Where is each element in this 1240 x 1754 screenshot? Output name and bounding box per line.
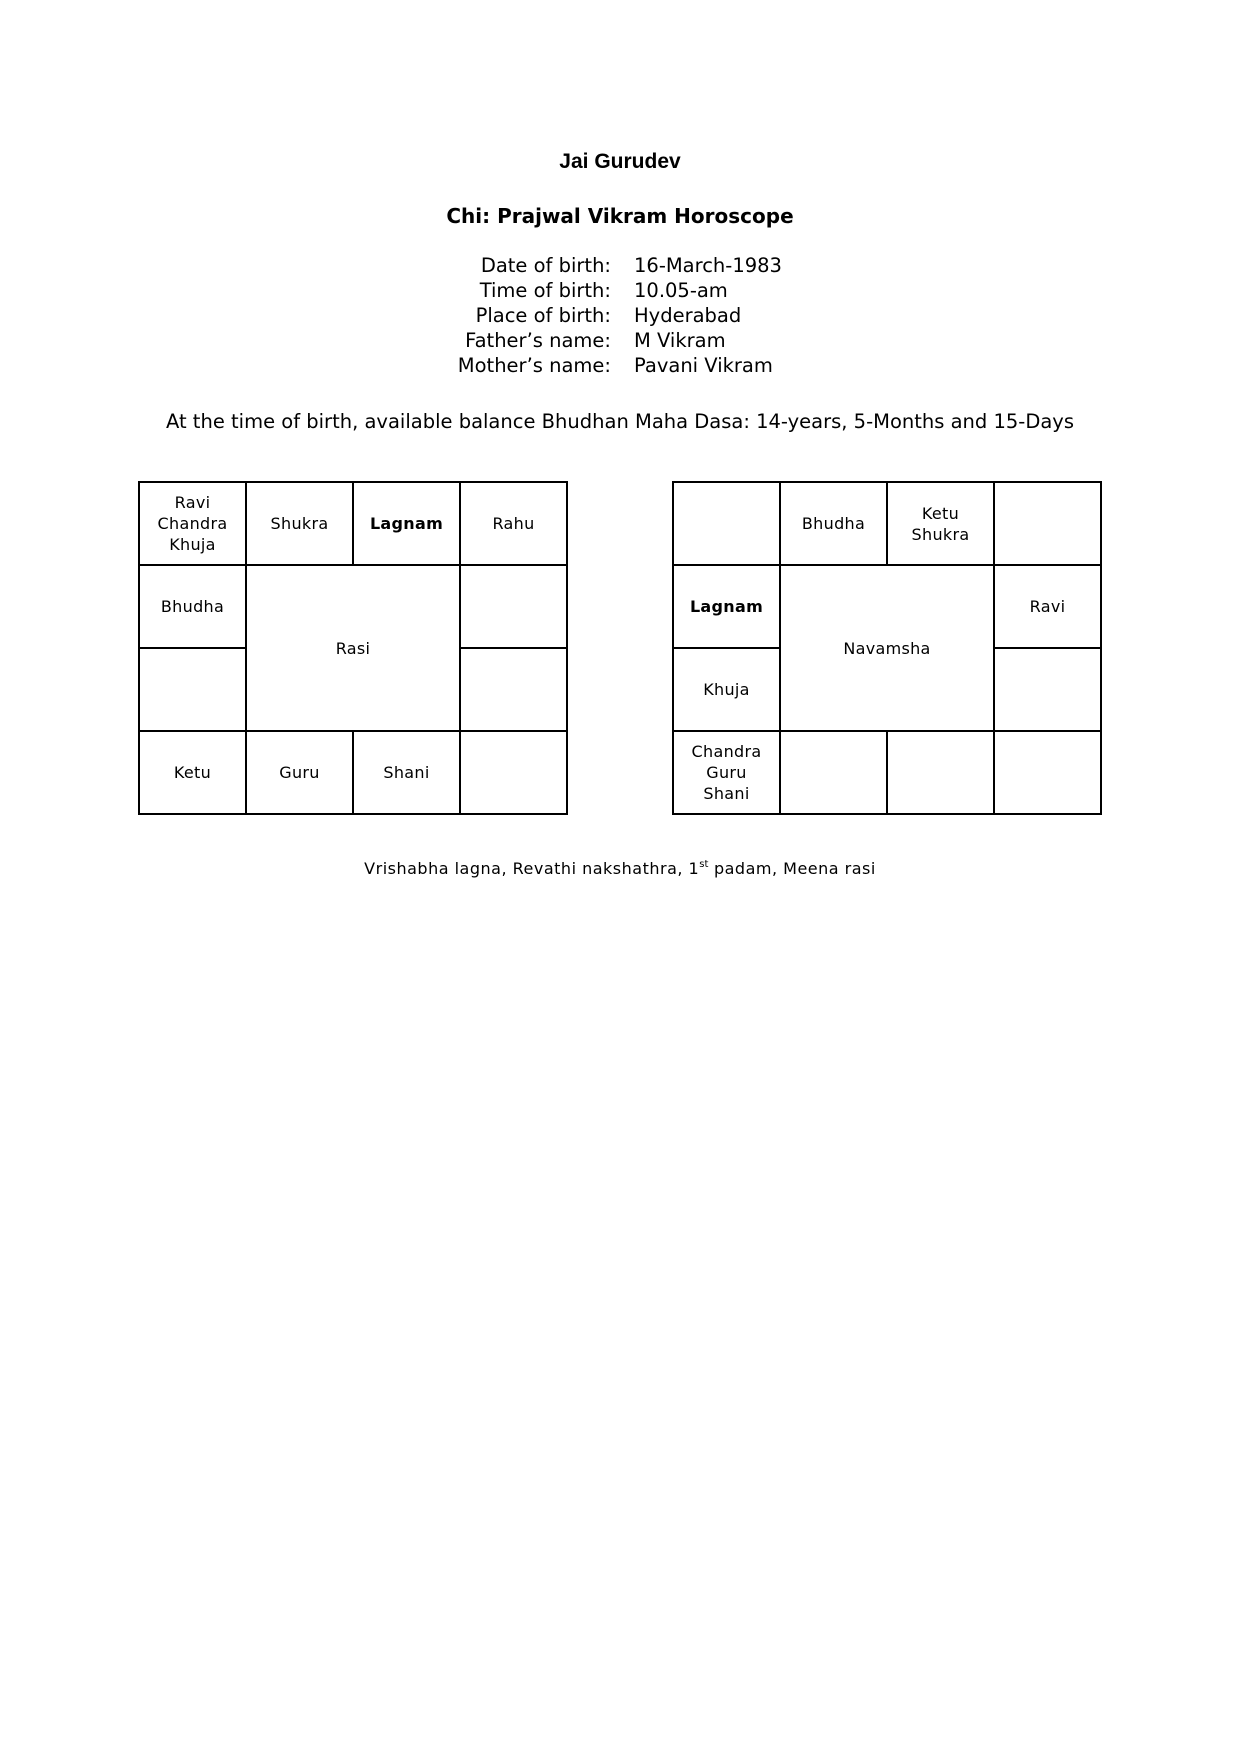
planet-label: Lagnam	[689, 597, 764, 616]
detail-value: Pavani Vikram	[634, 354, 773, 377]
planet-label: Bhudha	[160, 597, 225, 616]
planet-label: Chandra	[157, 514, 228, 533]
navamsha-cell	[673, 648, 780, 731]
invocation: Jai Gurudev	[559, 150, 681, 173]
navamsha-cell	[994, 731, 1101, 814]
dasa-balance-note: At the time of birth, available balance Bhudhan Maha Dasa: 14-years, 5-Months and 15-Days	[165, 410, 1075, 433]
planet-label: Ketu	[921, 503, 960, 523]
detail-value: M Vikram	[634, 329, 726, 352]
birth-details	[0, 254, 1240, 379]
navamsha-cell	[673, 565, 780, 648]
detail-row-father	[0, 329, 1240, 354]
detail-label: Mother’s name:	[457, 354, 611, 377]
planet-label: Shukra	[911, 524, 970, 544]
navamsha-cell	[994, 482, 1101, 565]
rasi-cell	[353, 731, 460, 814]
page-title: Chi: Prajwal Vikram Horoscope	[446, 204, 794, 228]
rasi-center-label: Rasi	[246, 565, 460, 731]
detail-label: Date of birth:	[480, 254, 611, 277]
rasi-cell	[460, 648, 567, 731]
footer-text-end: padam, Meena rasi	[708, 859, 876, 878]
planet-label: Shani	[703, 784, 750, 803]
planet-label: Lagnam	[369, 514, 444, 533]
navamsha-cell	[887, 482, 994, 565]
detail-label: Time of birth:	[479, 279, 611, 302]
planet-label: Shukra	[270, 514, 329, 533]
navamsha-cell	[994, 565, 1101, 648]
navamsha-cell	[887, 731, 994, 814]
navamsha-cell	[994, 648, 1101, 731]
planet-label: Bhudha	[801, 514, 866, 533]
rasi-cell	[246, 482, 353, 565]
navamsha-center-label: Navamsha	[780, 565, 994, 731]
rasi-cell	[139, 482, 246, 565]
planet-label: Guru	[279, 763, 320, 782]
navamsha-cell	[673, 731, 780, 814]
detail-row-mother	[0, 354, 1240, 379]
detail-row-place	[0, 304, 1240, 329]
detail-value: 10.05-am	[634, 279, 728, 302]
planet-label: Guru	[706, 763, 747, 782]
planet-label: Shani	[383, 763, 430, 782]
rasi-cell	[460, 482, 567, 565]
rasi-cell	[353, 482, 460, 565]
rasi-cell	[246, 731, 353, 814]
planet-label: Ravi	[174, 493, 211, 512]
detail-label: Place of birth:	[475, 304, 611, 327]
detail-row-time	[0, 279, 1240, 304]
rasi-cell	[460, 565, 567, 648]
detail-value: Hyderabad	[634, 304, 742, 327]
rasi-chart	[138, 481, 568, 815]
navamsha-chart	[672, 481, 1102, 815]
footer-superscript: st	[699, 859, 709, 870]
planet-label: Khuja	[169, 535, 216, 554]
planet-label: Khuja	[703, 680, 750, 699]
detail-row-date	[0, 254, 1240, 279]
planet-label: Ravi	[1029, 597, 1066, 616]
navamsha-cell	[780, 731, 887, 814]
rasi-cell	[139, 648, 246, 731]
planet-label: Ketu	[173, 763, 212, 782]
planet-label: Chandra	[691, 742, 762, 761]
detail-label: Father’s name:	[465, 329, 611, 352]
navamsha-cell	[673, 482, 780, 565]
detail-value: 16-March-1983	[634, 254, 782, 277]
navamsha-cell	[780, 482, 887, 565]
footer-text-start: Vrishabha lagna, Revathi nakshathra, 1	[364, 859, 700, 878]
rasi-cell	[139, 731, 246, 814]
rasi-cell	[139, 565, 246, 648]
rasi-cell	[460, 731, 567, 814]
planet-label: Rahu	[492, 514, 535, 533]
footer-note	[0, 859, 1240, 878]
